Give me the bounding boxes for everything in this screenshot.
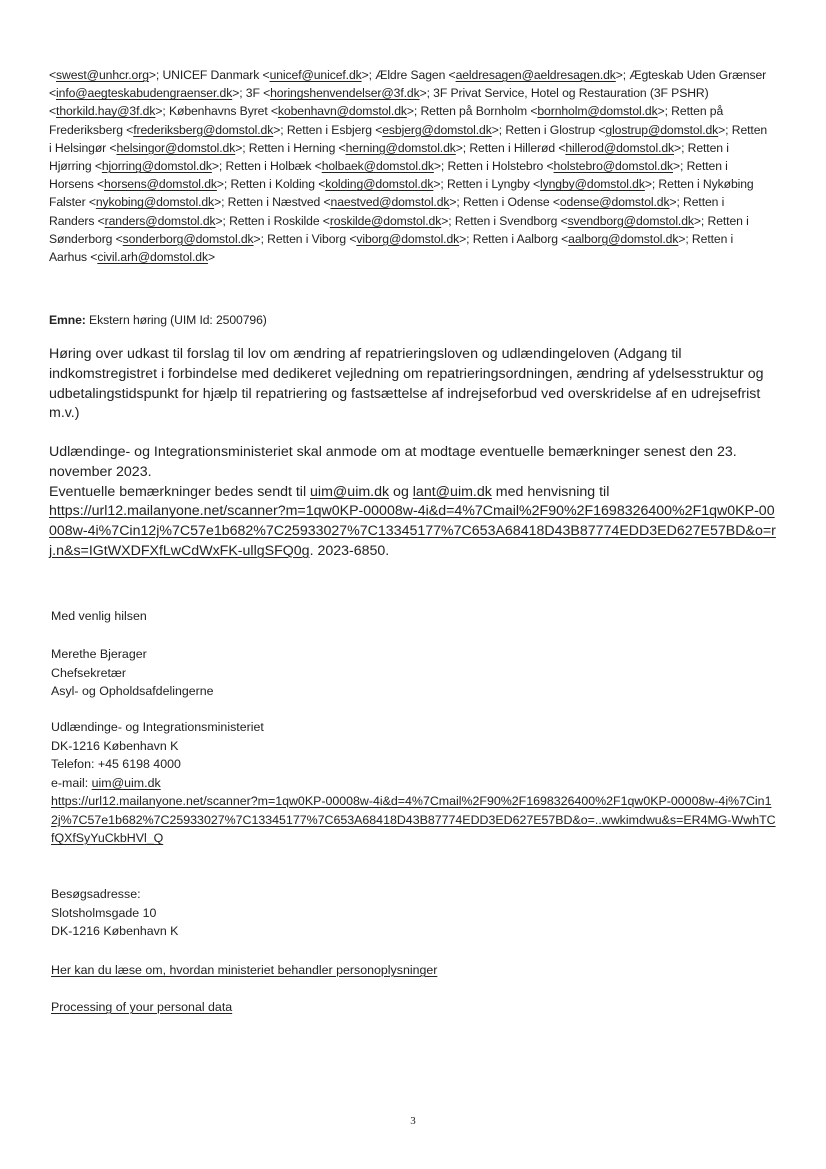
sender-name: Merethe Bjerager — [51, 647, 147, 661]
sender-title: Chefsekretær — [51, 665, 127, 680]
hearing-title: Høring over udkast til forslag til lov om ændring af repatrieringsloven og udlændingeloven (Adgang til indkomstregistret i forbindelse med dedikeret vejledning om repatrieringsordningen, ændring af ydelsesstruktur og udbetalingstidspunkt for hjælp til repatriering og fastsættelse af indrejseforbud ved overskridelse af en udrejsefrist m.v.) — [49, 346, 764, 422]
recipient-email-link[interactable]: bornholm@domstol.dk — [537, 104, 658, 119]
recipient-separator: >; Ældre Sagen < — [361, 68, 456, 82]
recipient-separator: >; UNICEF Danmark < — [148, 68, 270, 82]
recipient-separator: >; 3F < — [232, 86, 271, 101]
recipient-email-link[interactable]: viborg@domstol.dk — [356, 231, 460, 246]
sender-signature — [51, 645, 776, 701]
recipient-email-link[interactable]: randers@domstol.dk — [104, 213, 216, 228]
recipient-email-link[interactable]: sonderborg@domstol.dk — [122, 231, 254, 246]
recipient-email-link[interactable]: aeldresagen@aeldresagen.dk — [455, 68, 616, 82]
recipient-separator: >; Retten i Glostrup < — [491, 122, 606, 137]
recipient-separator: >; Retten på Frederiksberg < — [49, 104, 724, 137]
recipient-separator: >; Ægteskab Uden Grænser < — [49, 68, 767, 101]
recipient-email-link[interactable]: swest@unhcr.org — [56, 68, 149, 82]
recipient-email-link[interactable]: roskilde@domstol.dk — [329, 213, 442, 228]
visit-street: Slotsholmsgade 10 — [51, 905, 157, 920]
page-number: 3 — [410, 1115, 416, 1127]
recipient-separator: >; Retten i Svendborg < — [441, 213, 568, 228]
recipient-email-link[interactable]: helsingor@domstol.dk — [116, 140, 236, 155]
recipient-separator: >; Retten i Roskilde < — [215, 213, 330, 228]
ministry-city: DK-1216 København K — [51, 738, 179, 753]
recipient-separator: >; Retten i Næstved < — [214, 195, 331, 210]
email-link-lant[interactable]: lant@uim.dk — [412, 483, 492, 500]
subject-value: Ekstern høring (UIM Id: 2500796) — [89, 313, 267, 327]
recipient-email-link[interactable]: kolding@domstol.dk — [325, 177, 434, 192]
case-number: . 2023-6850. — [309, 542, 390, 559]
closing-greeting: Med venlig hilsen — [51, 609, 147, 623]
recipient-email-link[interactable]: naestved@domstol.dk — [330, 195, 450, 210]
recipient-separator: >; Retten i Horsens < — [49, 159, 728, 192]
deadline-paragraph — [49, 443, 779, 562]
recipient-email-link[interactable]: svendborg@domstol.dk — [567, 213, 694, 228]
recipient-email-link[interactable]: nykobing@domstol.dk — [95, 195, 215, 210]
sender-department: Asyl- og Opholdsafdelingerne — [51, 684, 214, 698]
and-text: og — [389, 483, 413, 500]
recipient-separator: > — [207, 250, 215, 265]
recipient-separator: >; Retten på Bornholm < — [406, 104, 538, 119]
email-link-uim[interactable]: uim@uim.dk — [310, 483, 390, 500]
recipient-email-link[interactable]: frederiksberg@domstol.dk — [133, 122, 274, 137]
recipient-email-link[interactable]: glostrup@domstol.dk — [605, 122, 719, 137]
recipient-prefix: < — [49, 68, 57, 82]
recipient-email-link[interactable]: herning@domstol.dk — [345, 140, 456, 155]
recipient-email-link[interactable]: esbjerg@domstol.dk — [382, 122, 492, 137]
ministry-contact — [51, 718, 776, 848]
recipient-separator: >; Retten i Hjørring < — [49, 140, 729, 174]
recipient-separator: >; Retten i Helsingør < — [49, 122, 768, 155]
scanner-link[interactable]: https://url12.mailanyone.net/scanner?m=1qw0KP-00008w-4i&d=4%7Cmail%2F90%2F1698326400%2F1qw0KP-00008w-4i%7Cin12j%7C57e1b682%7C25933027%7C13345177%7C653A68418D43B87774EDD3ED627E57BD&o=rj.n&s=IGtWXDFXfLwCdWxFK-ullgSFQ0g — [49, 503, 776, 559]
ministry-email-line — [51, 774, 776, 793]
recipient-separator: >; Retten i Holstebro < — [433, 159, 554, 174]
subject-line — [49, 311, 771, 329]
ministry-name: Udlændinge- og Integrationsministeriet — [51, 720, 264, 734]
ministry-email-link[interactable]: uim@uim.dk — [91, 775, 161, 790]
recipient-separator: >; Retten i Lyngby < — [433, 177, 540, 192]
ministry-phone: Telefon: +45 6198 4000 — [51, 757, 181, 771]
recipient-separator: >; Retten i Viborg < — [253, 231, 357, 246]
visit-label: Besøgsadresse: — [51, 887, 141, 901]
recipient-separator: >; Retten i Hillerød < — [455, 140, 566, 155]
recipient-email-link[interactable]: thorkild.hay@3f.dk — [56, 104, 156, 119]
deadline-sentence: Udlændinge- og Integrationsministeriet skal anmode om at modtage eventuelle bemærkninger senest den 23. november 2023. — [49, 444, 737, 480]
recipient-separator: >; Retten i Randers < — [49, 195, 725, 228]
recipient-email-link[interactable]: kobenhavn@domstol.dk — [277, 104, 407, 119]
recipient-separator: >; Københavns Byret < — [155, 104, 278, 119]
recipient-email-link[interactable]: info@aegteskabudengraenser.dk — [56, 86, 233, 101]
recipient-separator: >; Retten i Odense < — [449, 195, 560, 210]
recipient-email-link[interactable]: horingshenvendelser@3f.dk — [270, 86, 420, 101]
recipient-list — [49, 66, 771, 266]
recipient-separator: >; Retten i Aarhus < — [49, 231, 734, 265]
recipient-separator: >; Retten i Sønderborg < — [49, 213, 749, 246]
recipient-email-link[interactable]: holstebro@domstol.dk — [553, 159, 673, 174]
reference-text: med henvisning til — [491, 483, 610, 500]
privacy-link-danish[interactable]: Her kan du læse om, hvordan ministeriet behandler personoplysninger — [51, 963, 438, 977]
recipient-email-link[interactable]: unicef@unicef.dk — [269, 68, 362, 82]
recipient-email-link[interactable]: aalborg@domstol.dk — [568, 231, 679, 246]
recipient-separator: >; Retten i Aalborg < — [459, 231, 569, 246]
recipient-separator: >; 3F Privat Service, Hotel og Restauration (3F PSHR) < — [49, 86, 709, 119]
recipient-separator: >; Retten i Herning < — [235, 140, 346, 155]
recipient-email-link[interactable]: civil.arh@domstol.dk — [97, 250, 208, 265]
send-to-text: Eventuelle bemærkninger bedes sendt til — [49, 483, 311, 500]
email-label: e-mail: — [51, 775, 92, 790]
recipient-email-link[interactable]: horsens@domstol.dk — [104, 177, 217, 192]
recipient-email-link[interactable]: holbaek@domstol.dk — [321, 159, 434, 174]
privacy-link-english[interactable]: Processing of your personal data — [51, 1000, 233, 1014]
recipient-separator: >; Retten i Kolding < — [216, 177, 326, 192]
recipient-separator: >; Retten i Nykøbing Falster < — [49, 177, 754, 210]
recipient-separator: >; Retten i Holbæk < — [211, 159, 322, 174]
recipient-email-link[interactable]: odense@domstol.dk — [559, 195, 670, 210]
visiting-address — [51, 885, 776, 941]
subject-label: Emne: — [49, 313, 86, 327]
recipient-email-link[interactable]: lyngby@domstol.dk — [540, 177, 645, 192]
ministry-scanner-link[interactable]: https://url12.mailanyone.net/scanner?m=1qw0KP-00008w-4i&d=4%7Cmail%2F90%2F1698326400%2F1qw0KP-00008w-4i%7Cin12j%7C57e1b682%7C25933027%7C13345177%7C653A68418D43B87774EDD3ED627E57BD&o=..wwkimdwu&s=ER4MG-WwhTCfQXfSyYuCkbHVl_Q — [51, 794, 776, 845]
recipient-email-link[interactable]: hjorring@domstol.dk — [101, 159, 212, 174]
recipient-email-link[interactable]: hillerod@domstol.dk — [565, 140, 675, 155]
recipient-separator: >; Retten i Esbjerg < — [273, 122, 383, 137]
visit-city: DK-1216 København K — [51, 924, 179, 938]
